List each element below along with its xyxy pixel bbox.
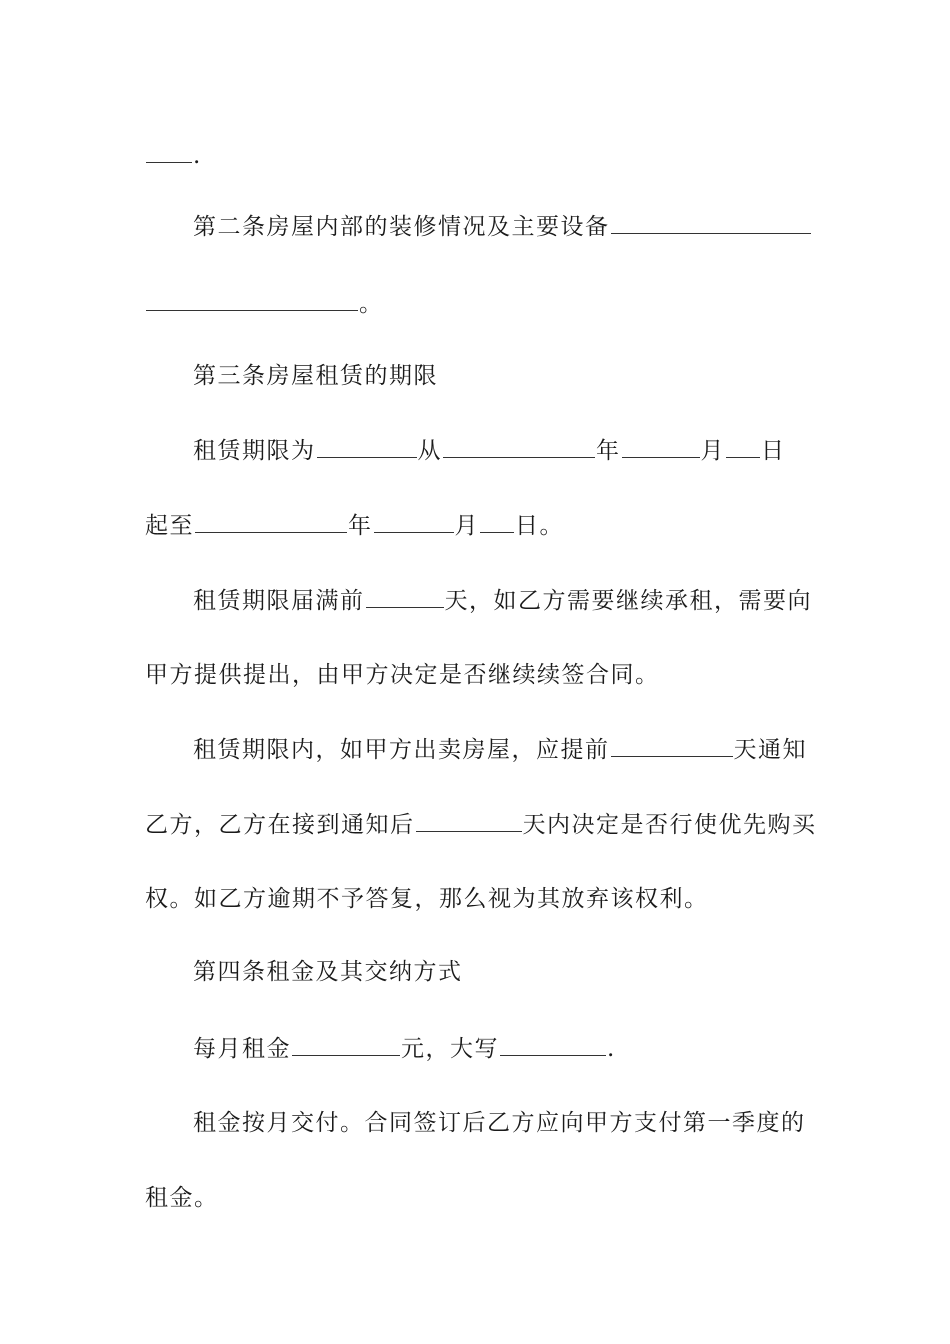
text-segment: 日。 <box>515 513 564 539</box>
renewal-line-1 <box>193 586 812 616</box>
fill-in-blank <box>500 1035 606 1056</box>
text-segment: 日 <box>761 438 786 464</box>
fill-in-blank <box>622 437 700 458</box>
monthly-rent-line <box>193 1034 616 1064</box>
text-segment: 租金按月交付。合同签订后乙方应向甲方支付第一季度的 <box>193 1110 806 1136</box>
text-segment: 年 <box>596 438 621 464</box>
text-segment: 租赁期限为 <box>193 438 316 464</box>
sale-notice-line-3 <box>145 884 709 914</box>
fill-in-blank <box>443 437 595 458</box>
text-segment: 第四条租金及其交纳方式 <box>193 959 463 985</box>
article-2-line-1 <box>193 212 812 242</box>
text-segment: 权。如乙方逾期不予答复，那么视为其放弃该权利。 <box>145 886 709 912</box>
fill-in-blank <box>146 142 192 163</box>
text-segment: 天通知 <box>733 737 807 763</box>
article-4-heading <box>193 957 463 987</box>
text-segment: . <box>607 1036 616 1062</box>
article-2-line-2 <box>145 289 384 319</box>
fill-in-blank <box>480 512 514 533</box>
text-segment: 年 <box>348 513 373 539</box>
text-segment: 月 <box>454 513 479 539</box>
text-segment: . <box>193 143 202 169</box>
payment-line-1 <box>193 1108 806 1138</box>
text-segment: 乙方，乙方在接到通知后 <box>145 812 415 838</box>
fill-in-blank <box>416 811 522 832</box>
lease-term-line-1 <box>193 436 786 466</box>
text-segment: 起至 <box>145 513 194 539</box>
text-segment: 甲方提供提出，由甲方决定是否继续续签合同。 <box>145 662 660 688</box>
text-segment: 第三条房屋租赁的期限 <box>193 363 438 389</box>
payment-line-2 <box>145 1183 219 1213</box>
fill-in-blank <box>292 1035 400 1056</box>
fill-in-blank <box>611 736 733 757</box>
text-segment: 天内决定是否行使优先购买 <box>522 812 817 838</box>
text-segment: 租赁期限内，如甲方出卖房屋，应提前 <box>193 737 610 763</box>
text-segment: 从 <box>417 438 442 464</box>
fill-in-blank <box>726 437 760 458</box>
fill-in-blank <box>146 290 358 311</box>
fill-in-blank <box>374 512 454 533</box>
text-segment: 元，大写 <box>401 1036 499 1062</box>
paragraph-line-0 <box>145 141 202 171</box>
text-segment: 租金。 <box>145 1185 219 1211</box>
text-segment: 每月租金 <box>193 1036 291 1062</box>
fill-in-blank <box>195 512 347 533</box>
text-segment: 租赁期限届满前 <box>193 588 365 614</box>
fill-in-blank <box>366 587 444 608</box>
text-segment: 天，如乙方需要继续承租，需要向 <box>444 588 812 614</box>
lease-term-line-2 <box>145 511 564 541</box>
article-3-heading <box>193 361 438 391</box>
renewal-line-2 <box>145 660 660 690</box>
sale-notice-line-1 <box>193 735 807 765</box>
text-segment: 月 <box>700 438 725 464</box>
text-segment: 。 <box>359 291 384 317</box>
text-segment: 第二条房屋内部的装修情况及主要设备 <box>193 214 610 240</box>
sale-notice-line-2 <box>145 810 817 840</box>
fill-in-blank <box>611 213 811 234</box>
fill-in-blank <box>317 437 417 458</box>
